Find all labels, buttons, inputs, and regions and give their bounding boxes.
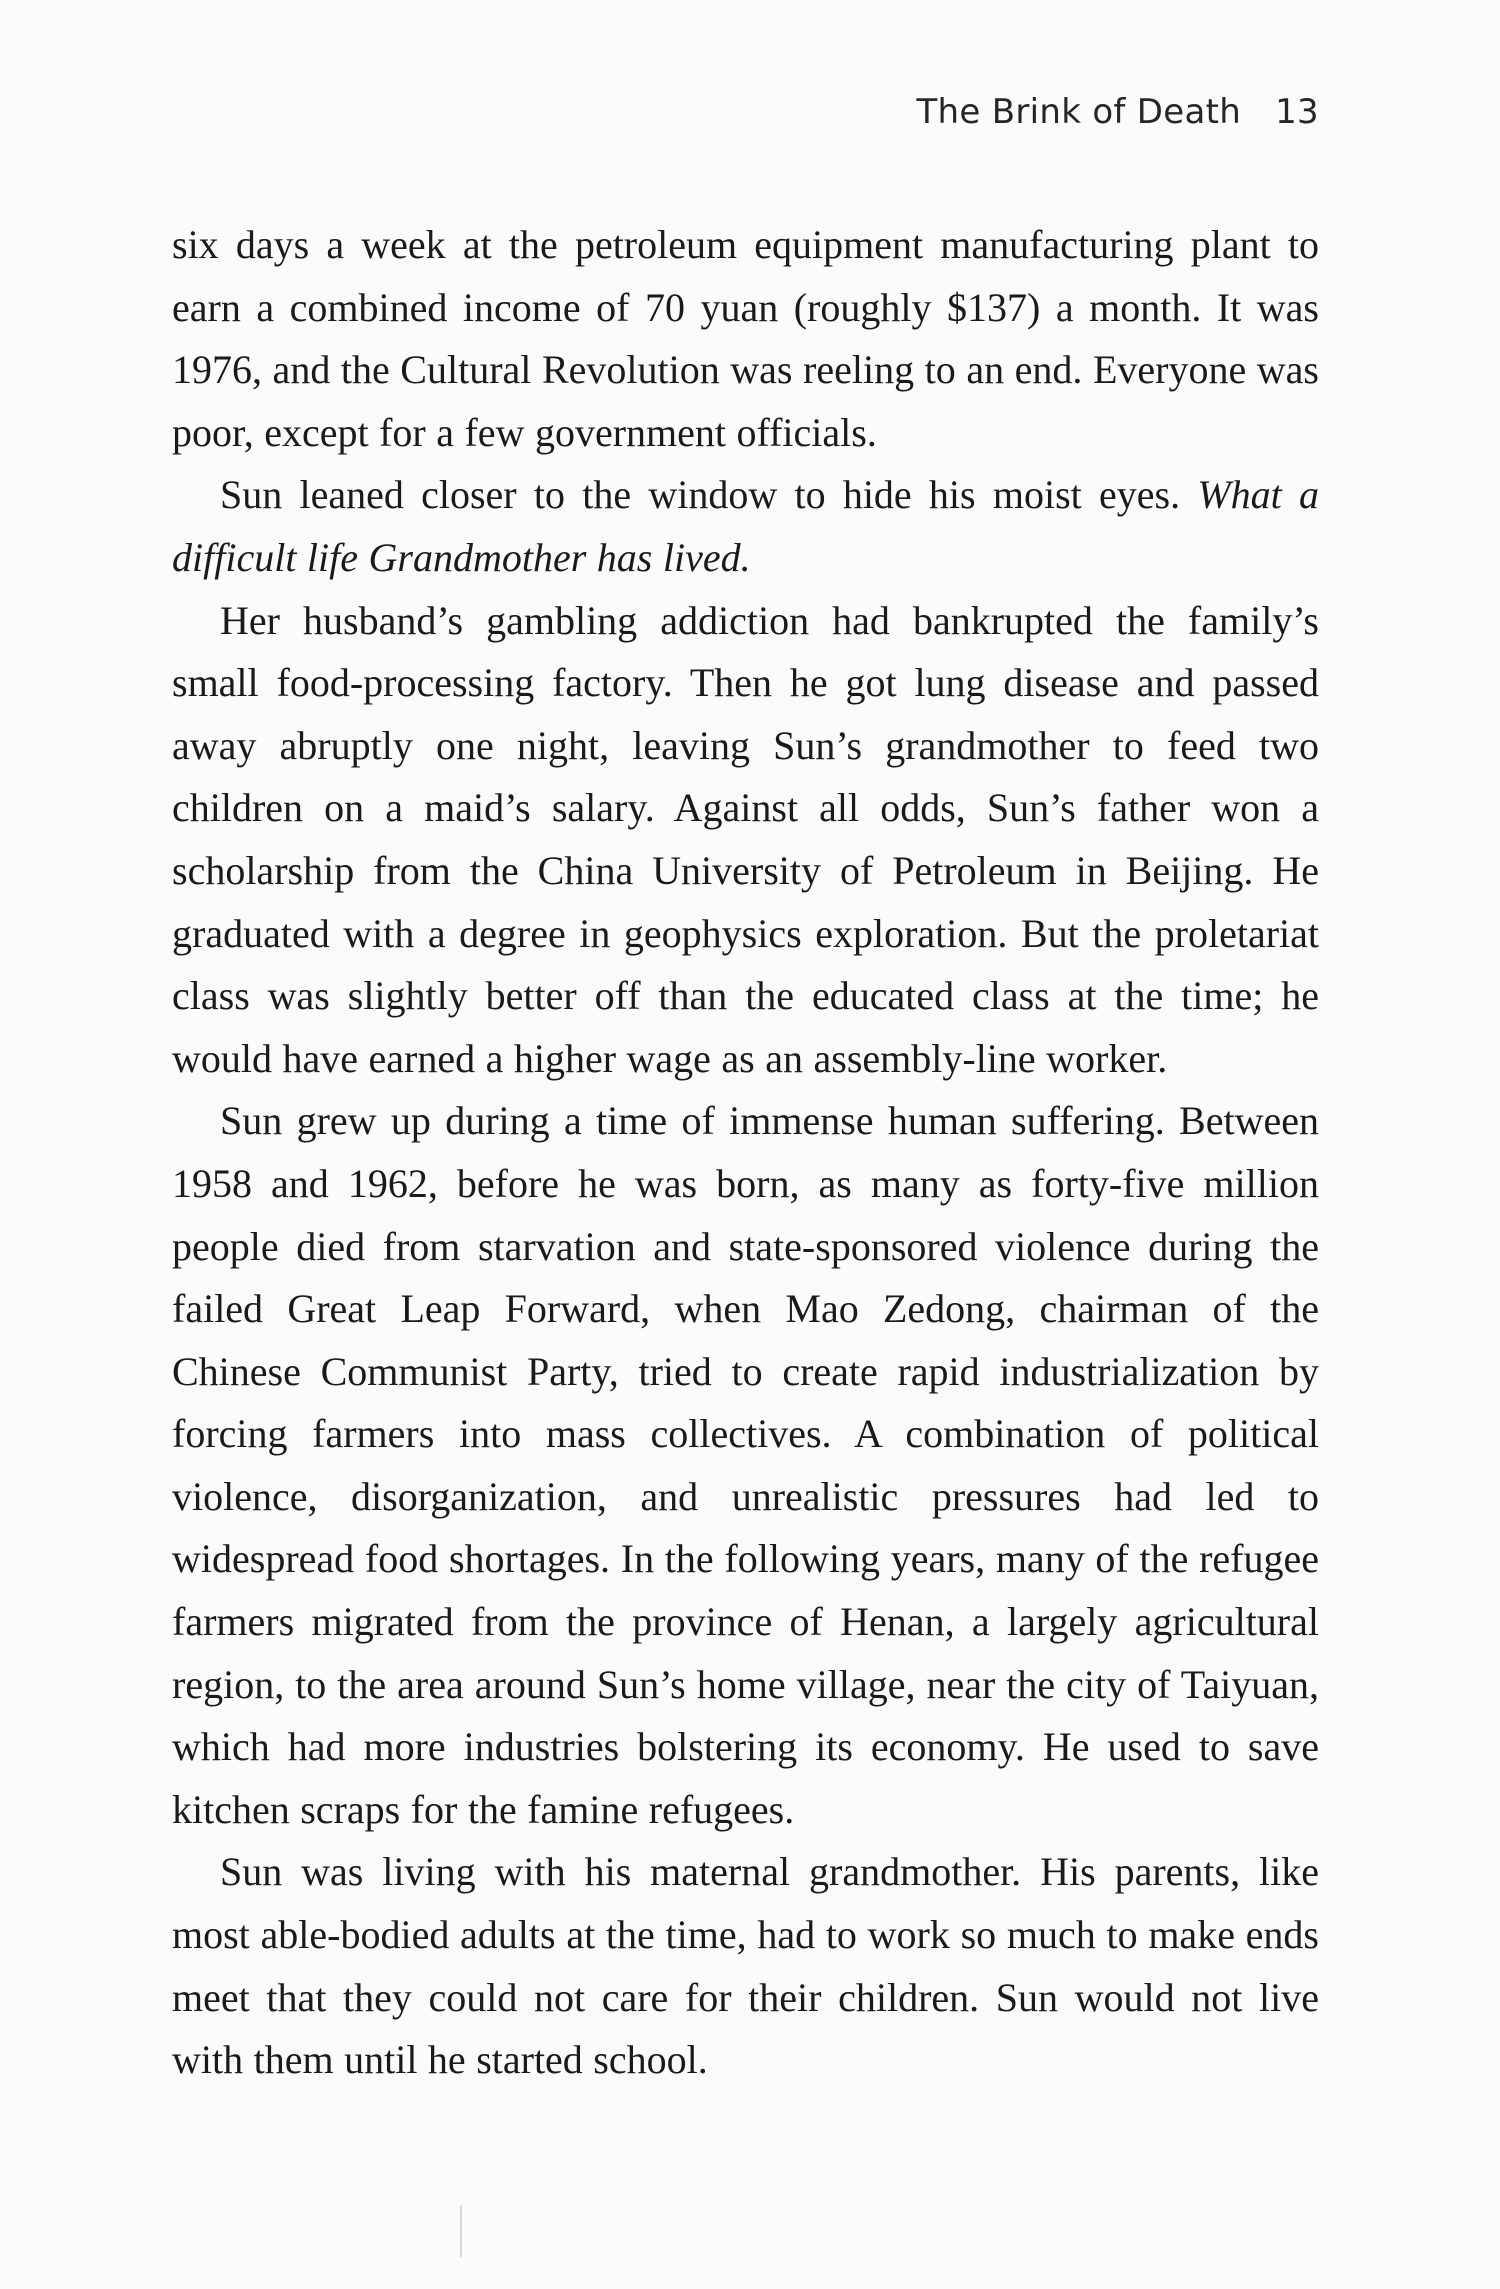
paragraph-window xyxy=(172,464,1319,589)
paragraph-continuation xyxy=(172,214,1319,464)
body-text xyxy=(172,214,1319,2092)
running-head xyxy=(916,92,1319,132)
paragraph-text: Sun leaned closer to the window to hide his moist eyes. xyxy=(220,472,1198,518)
paragraph-grandmother xyxy=(172,1841,1319,2091)
italic-thought: What a difficult life Grandmother has lived. xyxy=(172,472,1320,580)
chapter-title: The Brink of Death xyxy=(916,92,1242,132)
page-number: 13 xyxy=(1275,92,1319,132)
paragraph-text: Sun was living with his maternal grandmother. His parents, like most able-bodied adults at the time, had to work so much to make ends meet that they could not care for their children. Sun would not live with them until he started school. xyxy=(172,1849,1319,2083)
paragraph-text: Sun grew up during a time of immense human suffering. Between 1958 and 1962, before he was born, as many as forty-five million people died from starvation and state-sponsored violence during the failed Great Leap Forward, when Mao Zedong, chairman of the Chinese Communist Party, tried to create rapid industrialization by forcing farmers into mass collectives. A combination of political violence, disorganization, and unrealistic pressures had led to widespread food shortages. In the following years, many of the refugee farmers migrated from the province of Henan, a largely agricultural region, to the area around Sun’s home village, near the city of Taiyuan, which had more industries bolstering its economy. He used to save kitchen scraps for the famine refugees. xyxy=(172,1098,1319,1832)
paragraph-text: Her husband’s gambling addiction had bankrupted the family’s small food-processing factory. Then he got lung disease and passed away abruptly one night, leaving Sun’s grandmother to feed two children on a maid’s salary. Against all odds, Sun’s father won a scholarship from the China University of Petroleum in Beijing. He graduated with a degree in geophysics exploration. But the proletariat class was slightly better off than the educated class at the time; he would have earned a higher wage as an assembly-line worker. xyxy=(172,597,1319,1081)
scan-artifact xyxy=(460,2205,462,2257)
paragraph-great-leap xyxy=(172,1090,1319,1841)
paragraph-text: six days a week at the petroleum equipment manufacturing plant to earn a combined income of 70 yuan (roughly $137) a month. It was 1976, and the Cultural Revolution was reeling to an end. Everyone was poor, except for a few government officials. xyxy=(172,222,1319,455)
paragraph-family-history xyxy=(172,590,1319,1091)
